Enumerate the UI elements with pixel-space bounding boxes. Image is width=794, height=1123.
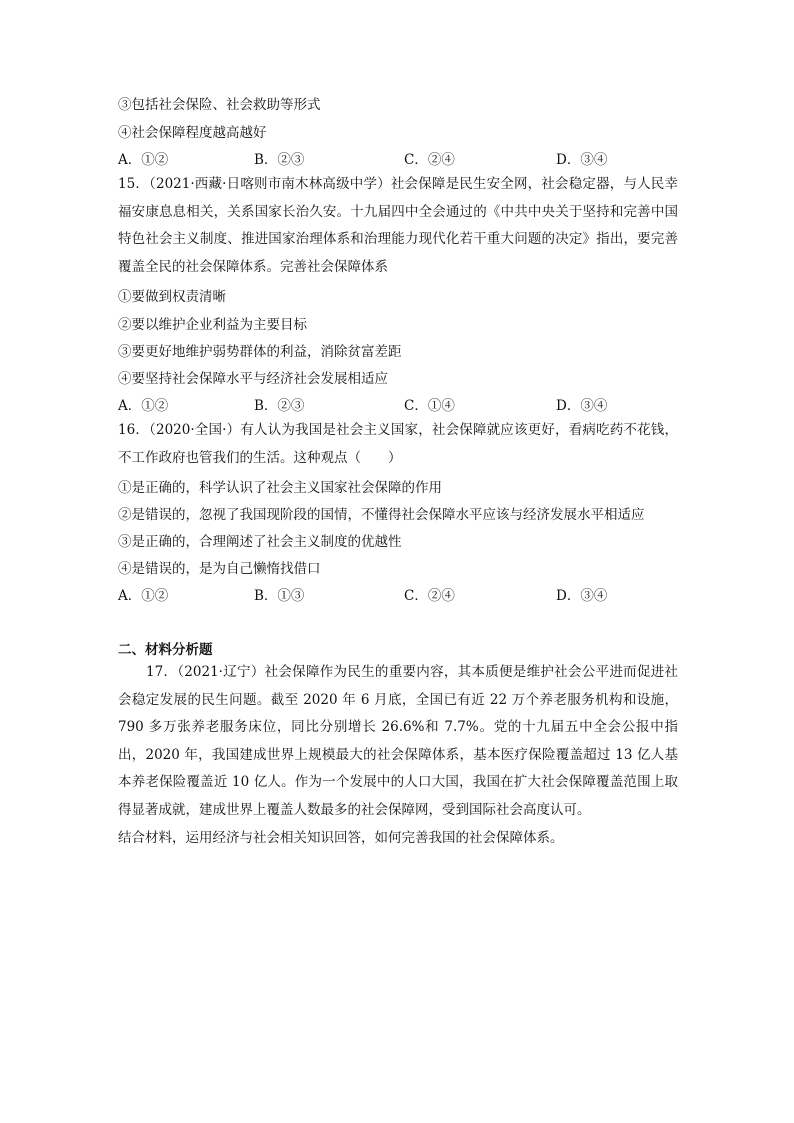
q15-stem: 15．（2021·西藏·日喀则市南木林高级中学）社会保障是民生安全网，社会稳定器，与人民幸福安康息息相关，关系国家长治久安。十九届四中全会通过的《中共中央关于坚持和完善中国特色社会主义制度、推进国家治理体系和治理能力现代化若干重大问题的决定》指出，要完善覆盖全民的社会保障体系。完善社会保障体系 xyxy=(118,176,678,275)
q16-choice-d: D．③④ xyxy=(556,588,608,604)
q15-choice-b: B．②③ xyxy=(254,398,305,414)
q16-option-3: ③是正确的，合理阐述了社会主义制度的优越性 xyxy=(118,534,402,550)
q15-choice-d: D．③④ xyxy=(556,398,608,414)
q14-choice-c: C．②④ xyxy=(404,152,455,168)
q14-choices xyxy=(118,151,678,169)
q15-choice-a: A．①② xyxy=(118,398,169,414)
q16-option-2: ②是错误的，忽视了我国现阶段的国情，不懂得社会保障水平应该与经济发展水平相适应 xyxy=(118,507,645,523)
q17-question: 结合材料，运用经济与社会相关知识回答，如何完善我国的社会保障体系。 xyxy=(118,830,564,846)
q14-choice-b: B．②③ xyxy=(254,152,305,168)
q16-choice-a: A．①② xyxy=(118,588,169,604)
q16-choice-c: C．②④ xyxy=(404,588,455,604)
q16-option-4: ④是错误的，是为自己懒惰找借口 xyxy=(118,561,321,577)
q16-stem: 16．（2020·全国·）有人认为我国是社会主义国家，社会保障就应该更好，看病吃药不花钱，不工作政府也管我们的生活。这种观点（ ） xyxy=(118,422,678,466)
q15-option-2: ②要以维护企业利益为主要目标 xyxy=(118,317,307,333)
q17-material: 17．（2021·辽宁）社会保障作为民生的重要内容，其本质便是维护社会公平进而促进社会稳定发展的民生问题。截至 2020 年 6 月底，全国已有近 22 万个养老服务机构和设施，790 多万张养老服务床位，同比分别增长 26.6%和 7.7%。党的十九届五中全会公报中指出，2020 年，我国建成世界上规模最大的社会保障体系，基本医疗保险覆盖超过 13 亿人基本养老保险覆盖近 10 亿人。作为一个发展中的人口大国，我国在扩大社会保障覆盖范围上取得显著成就，建成世界上覆盖人数最多的社会保障网，受到国际社会高度认可。 xyxy=(118,664,678,818)
section-title: 二、材料分析题 xyxy=(118,642,213,658)
q15-option-1: ①要做到权责清晰 xyxy=(118,289,226,305)
q16-option-1: ①是正确的，科学认识了社会主义国家社会保障的作用 xyxy=(118,480,442,496)
q14-option-4: ④社会保障程度越高越好 xyxy=(118,125,267,141)
q15-option-3: ③要更好地维护弱势群体的利益，消除贫富差距 xyxy=(118,344,402,360)
q15-choice-c: C．①④ xyxy=(404,398,455,414)
q14-choice-a: A．①② xyxy=(118,152,169,168)
q14-option-3: ③包括社会保险、社会救助等形式 xyxy=(118,97,321,113)
q16-choices xyxy=(118,587,678,605)
q16-choice-b: B．①③ xyxy=(254,588,305,604)
q15-choices xyxy=(118,397,678,415)
q14-choice-d: D．③④ xyxy=(556,152,608,168)
q15-option-4: ④要坚持社会保障水平与经济社会发展相适应 xyxy=(118,371,388,387)
